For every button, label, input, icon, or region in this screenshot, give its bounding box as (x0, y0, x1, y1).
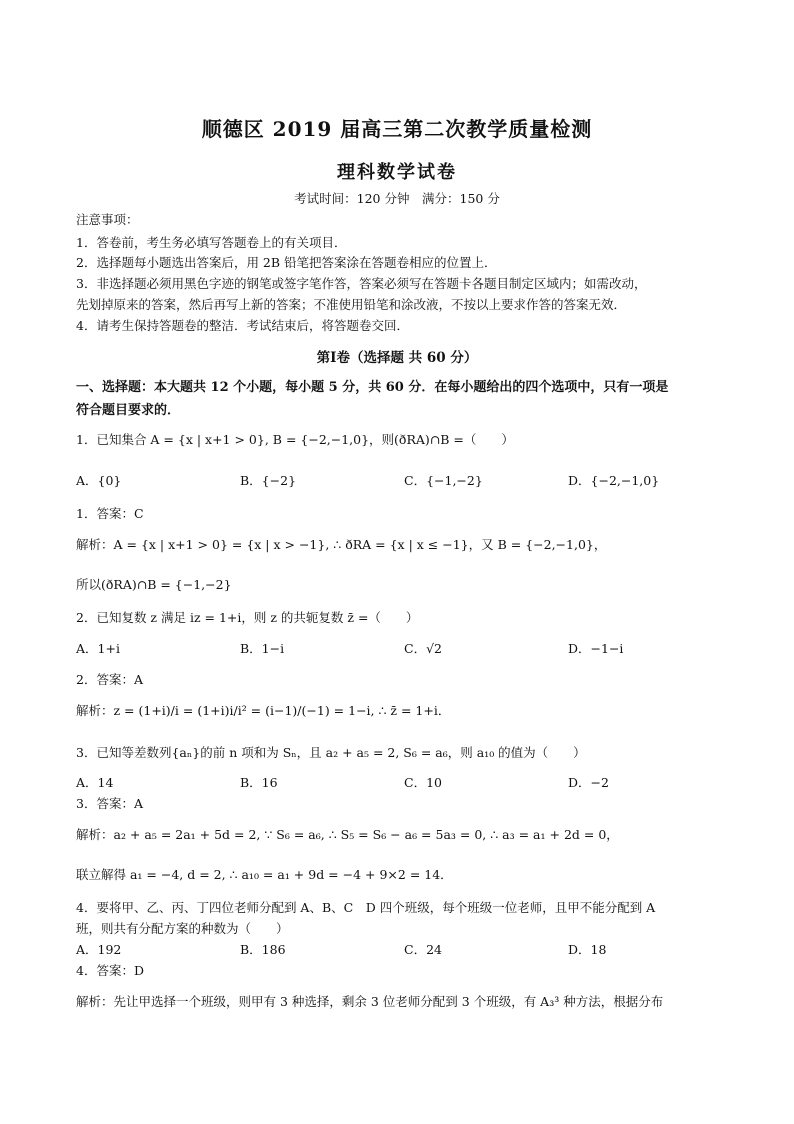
note-item: 先划掉原来的答案，然后再写上新的答案；不准使用铅笔和涂改液，不按以上要求作答的答案无效． (76, 297, 627, 312)
section-title: 第Ⅰ卷（选择题 共 60 分） (316, 350, 478, 366)
notes-heading: 注意事项： (76, 212, 139, 227)
question-1-option-d: D．{−2,−1,0} (568, 473, 660, 488)
note-item: 2．选择题每小题选出答案后，用 2B 铅笔把答案涂在答题卷相应的位置上． (76, 255, 497, 270)
question-1-analysis: 解析：A = {x | x+1 > 0} = {x | x > −1}, ∴ ðRA = {x | x ≤ −1}，又 B = {−2,−1,0}， (76, 537, 607, 552)
question-4-stem: 4．要将甲、乙、丙、丁四位老师分配到 A、B、C D 四个班级，每个班级一位老师，且甲不能分配到 A (76, 900, 656, 915)
note-item: 4．请考生保持答题卷的整洁．考试结束后，将答题卷交回． (76, 318, 409, 333)
question-4-option-b: B．186 (240, 942, 286, 957)
question-3-option-b: B．16 (240, 775, 278, 790)
question-2-option-a: A．1+i (76, 641, 120, 656)
question-3-option-c: C．10 (404, 775, 442, 790)
question-4-option-a: A．192 (76, 942, 122, 957)
question-2-option-d: D．−1−i (568, 641, 624, 656)
section-instruction: 一、选择题：本大题共 12 个小题，每小题 5 分，共 60 分．在每小题给出的四个选项中，只有一项是 (76, 380, 669, 395)
question-2-option-c: C．√2 (404, 641, 442, 656)
question-3-answer: 3．答案：A (76, 796, 143, 811)
question-4-stem: 班，则共有分配方案的种数为（ ） (76, 921, 289, 936)
question-3-analysis: 联立解得 a₁ = −4, d = 2, ∴ a₁₀ = a₁ + 9d = −4 + 9×2 = 14． (76, 867, 453, 882)
question-1-option-a: A．{0} (76, 473, 122, 488)
question-4-analysis: 解析：先让甲选择一个班级，则甲有 3 种选择，剩余 3 位老师分配到 3 个班级，有 A₃³ 种方法，根据分布 (76, 994, 664, 1009)
question-4-option-c: C．24 (404, 942, 442, 957)
question-1-answer: 1．答案：C (76, 506, 144, 521)
question-1-option-c: C．{−1,−2} (404, 473, 483, 488)
question-2-stem: 2．已知复数 z 满足 iz = 1+i，则 z 的共轭复数 z̄ =（ ） (76, 610, 419, 625)
question-3-option-a: A．14 (76, 775, 114, 790)
question-3-stem: 3．已知等差数列{aₙ}的前 n 项和为 Sₙ，且 a₂ + a₅ = 2, S₆ = a₆，则 a₁₀ 的值为（ ） (76, 745, 586, 760)
question-3-analysis: 解析：a₂ + a₅ = 2a₁ + 5d = 2, ∵ S₆ = a₆, ∴ S₅ = S₆ − a₆ = 5a₃ = 0, ∴ a₃ = a₁ + 2d = 0， (76, 827, 619, 842)
question-3-option-d: D．−2 (568, 775, 609, 790)
question-4-answer: 4．答案：D (76, 963, 144, 978)
exam-title: 顺德区 2019 届高三第二次教学质量检测 (201, 117, 593, 141)
question-1-option-b: B．{−2} (240, 473, 297, 488)
note-item: 3．非选择题必须用黑色字迹的钢笔或签字笔作答，答案必须写在答题卡各题目制定区域内；如需改动， (76, 276, 647, 291)
question-4-option-d: D．18 (568, 942, 607, 957)
note-item: 1．答卷前，考生务必填写答题卷上的有关项目． (76, 235, 347, 250)
section-instruction: 符合题目要求的． (76, 403, 181, 418)
question-2-option-b: B．1−i (240, 641, 285, 656)
question-2-answer: 2．答案：A (76, 672, 143, 687)
exam-subtitle: 理科数学试卷 (337, 162, 457, 183)
question-2-analysis: 解析：z = (1+i)/i = (1+i)i/i² = (i−1)/(−1) = 1−i, ∴ z̄ = 1+i． (76, 703, 451, 718)
exam-info: 考试时间：120 分钟 满分：150 分 (294, 191, 500, 206)
question-1-stem: 1．已知集合 A = {x | x+1 > 0}, B = {−2,−1,0}，则(ðRA)∩B =（ ） (76, 432, 514, 447)
question-1-analysis: 所以(ðRA)∩B = {−1,−2} (76, 577, 232, 592)
